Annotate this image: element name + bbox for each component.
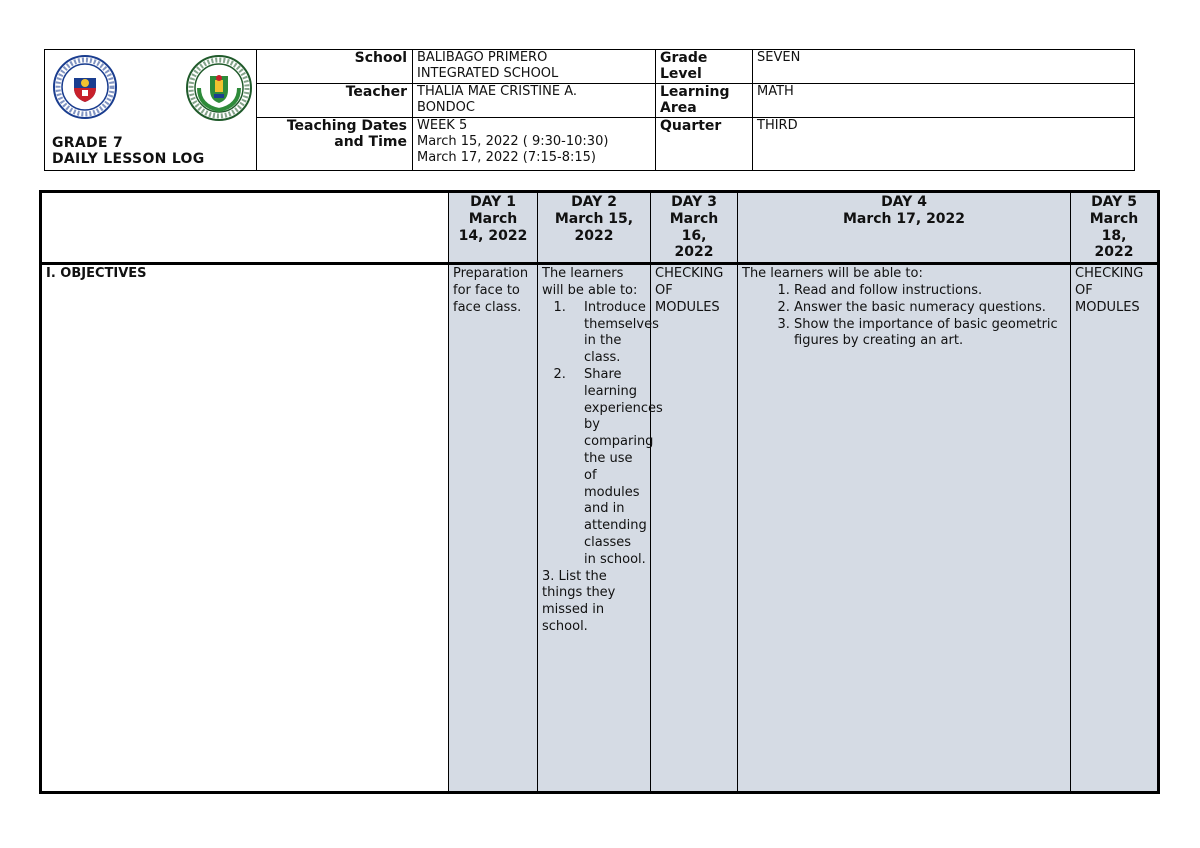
objectives-row [41, 264, 1159, 793]
day1-objectives: Preparation for face to face class. [449, 264, 538, 793]
school-value: BALIBAGO PRIMERO INTEGRATED SCHOOL [413, 50, 656, 84]
school-label: School [257, 50, 413, 84]
day4-objective-item: 3. Show the importance of basic geometric figures by creating an art. [794, 317, 1066, 351]
day2-intro: The learners will be able to: [542, 266, 638, 298]
objectives-label: I. OBJECTIVES [41, 264, 449, 793]
day4-header: DAY 4 March 17, 2022 [738, 192, 1071, 264]
day2-objective-item: 2. Share learning experiences by comparing the use of modules and in attending classes in school. [570, 367, 646, 569]
grade-level-label: Grade Level [656, 50, 753, 84]
learning-area-value: MATH [753, 84, 1135, 118]
quarter-value: THIRD [753, 118, 1135, 171]
day3-header: DAY 3 March 16, 2022 [651, 192, 738, 264]
grade-level-value: SEVEN [753, 50, 1135, 84]
teaching-dates-value: WEEK 5 March 15, 2022 ( 9:30-10:30) March 17, 2022 (7:15-8:15) [413, 118, 656, 171]
day2-objective-item: 1. Introduce themselves in the class. [570, 300, 646, 367]
deped-seal-icon [52, 54, 118, 120]
teaching-dates-label: Teaching Dates and Time [257, 118, 413, 171]
title-daily-lesson-log: DAILY LESSON LOG [52, 151, 205, 167]
day5-objectives: CHECKING OF MODULES [1071, 264, 1159, 793]
header-blank-cell [41, 192, 449, 264]
day4-objectives [738, 264, 1071, 793]
day4-objective-list [742, 283, 1066, 350]
teacher-label: Teacher [257, 84, 413, 118]
teacher-value: THALIA MAE CRISTINE A. BONDOC [413, 84, 656, 118]
school-seal-icon [185, 54, 253, 122]
day4-intro: The learners will be able to: [742, 266, 923, 282]
day2-objective-item-3: 3. List the things they missed in school. [542, 568, 616, 634]
day3-objectives: CHECKING OF MODULES [651, 264, 738, 793]
day1-header: DAY 1 March 14, 2022 [449, 192, 538, 264]
day-header-row [41, 192, 1159, 264]
day2-header: DAY 2 March 15, 2022 [538, 192, 651, 264]
learning-area-label: Learning Area [656, 84, 753, 118]
title-grade: GRADE 7 [52, 135, 124, 151]
quarter-label: Quarter [656, 118, 753, 171]
header-table [44, 49, 1135, 171]
day4-objective-item: 2. Answer the basic numeracy questions. [794, 300, 1066, 317]
day4-objective-item: 1. Read and follow instructions. [794, 283, 1066, 300]
lesson-log-title [52, 135, 205, 167]
day2-objective-list [542, 299, 663, 569]
logo-title-cell [45, 50, 257, 171]
lesson-log-table [39, 190, 1160, 794]
day5-header: DAY 5 March 18, 2022 [1071, 192, 1159, 264]
day2-objectives [538, 264, 663, 793]
